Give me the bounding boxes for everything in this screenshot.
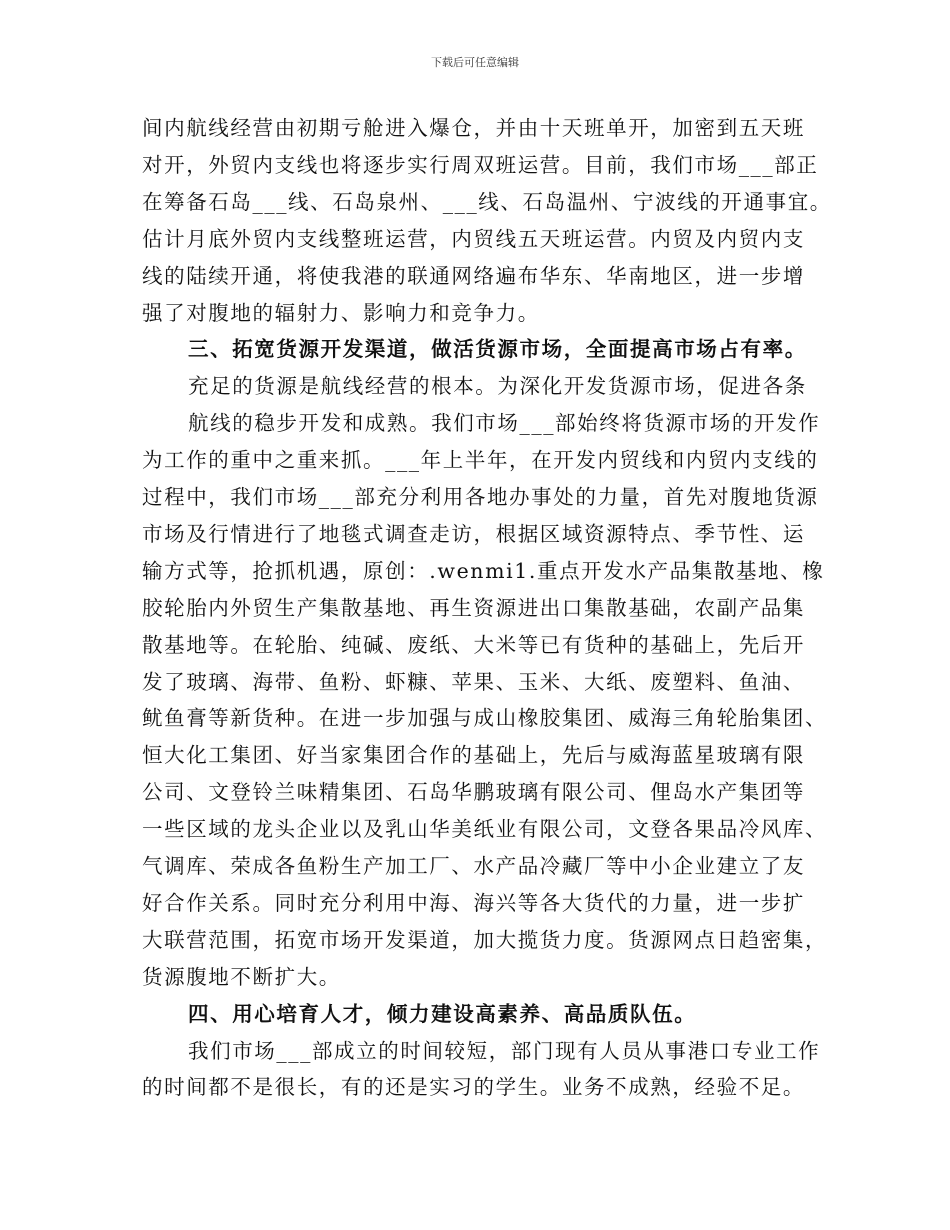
section-heading: 四、用心培育人才，倾力建设高素养、高品质队伍。 xyxy=(188,1001,697,1026)
paragraph-line: 在筹备石岛___线、石岛泉州、___线、石岛温州、宁波线的开通事宜。 xyxy=(142,189,832,214)
paragraph-line: 间内航线经营由初期亏舱进入爆仓，并由十天班单开，加密到五天班 xyxy=(142,116,805,140)
paragraph-line: 估计月底外贸内支线整班运营，内贸线五天班运营。内贸及内贸内支 xyxy=(142,226,805,251)
page-header: 下载后可任意编辑 xyxy=(431,56,519,69)
paragraph-line: 强了对腹地的辐射力、影响力和竞争力。 xyxy=(142,300,540,325)
section-heading: 三、拓宽货源开发渠道，做活货源市场，全面提高市场占有率。 xyxy=(188,337,807,362)
paragraph-line: 散基地等。在轮胎、纯碱、废纸、大米等已有货种的基础上，先后开 xyxy=(142,632,805,657)
paragraph-line: 输方式等，抢抓机遇，原创：.wenmi1.重点开发水产品集散基地、橡 xyxy=(142,558,825,583)
paragraph-line: 过程中，我们市场___部充分利用各地办事处的力量，首先对腹地货源 xyxy=(142,485,819,509)
paragraph-line: 我们市场___部成立的时间较短，部门现有人员从事港口专业工作 xyxy=(188,1038,821,1063)
paragraph-line: 为工作的重中之重来抓。___年上半年，在开发内贸线和内贸内支线的 xyxy=(142,448,819,473)
paragraph-line: 发了玻璃、海带、鱼粉、虾糠、苹果、玉米、大纸、废塑料、鱼油、 xyxy=(142,669,805,694)
paragraph-line: 气调库、荣成各鱼粉生产加工厂、水产品冷藏厂等中小企业建立了友 xyxy=(142,854,805,878)
paragraph-line: 大联营范围，拓宽市场开发渠道，加大揽货力度。货源网点日趋密集， xyxy=(142,927,828,952)
paragraph-line: 胶轮胎内外贸生产集散基地、再生资源进出口集散基础，农副产品集 xyxy=(142,595,805,620)
paragraph-line: 一些区域的龙头企业以及乳山华美纸业有限公司，文登各果品冷风库、 xyxy=(142,817,828,842)
paragraph-line: 好合作关系。同时充分利用中海、海兴等各大货代的力量，进一步扩 xyxy=(142,890,805,915)
paragraph-line: 充足的货源是航线经营的根本。为深化开发货源市场，促进各条 xyxy=(188,374,807,399)
paragraph-line: 线的陆续开通，将使我港的联通网络遍布华东、华南地区，进一步增 xyxy=(142,263,805,288)
paragraph-line: 公司、文登铃兰味精集团、石岛华鹏玻璃有限公司、俚岛水产集团等 xyxy=(142,780,805,805)
paragraph-line: 鱿鱼膏等新货种。在进一步加强与成山橡胶集团、威海三角轮胎集团、 xyxy=(142,706,828,731)
paragraph-line: 市场及行情进行了地毯式调查走访，根据区域资源特点、季节性、运 xyxy=(142,521,805,546)
paragraph-line: 恒大化工集团、好当家集团合作的基础上，先后与威海蓝星玻璃有限 xyxy=(142,743,805,768)
paragraph-line: 对开，外贸内支线也将逐步实行周双班运营。目前，我们市场___部正 xyxy=(142,152,819,177)
paragraph-line: 航线的稳步开发和成熟。我们市场___部始终将货源市场的开发作 xyxy=(188,411,821,436)
paragraph-line: 的时间都不是很长，有的还是实习的学生。业务不成熟，经验不足。 xyxy=(142,1075,805,1100)
paragraph-line: 货源腹地不断扩大。 xyxy=(142,964,341,989)
